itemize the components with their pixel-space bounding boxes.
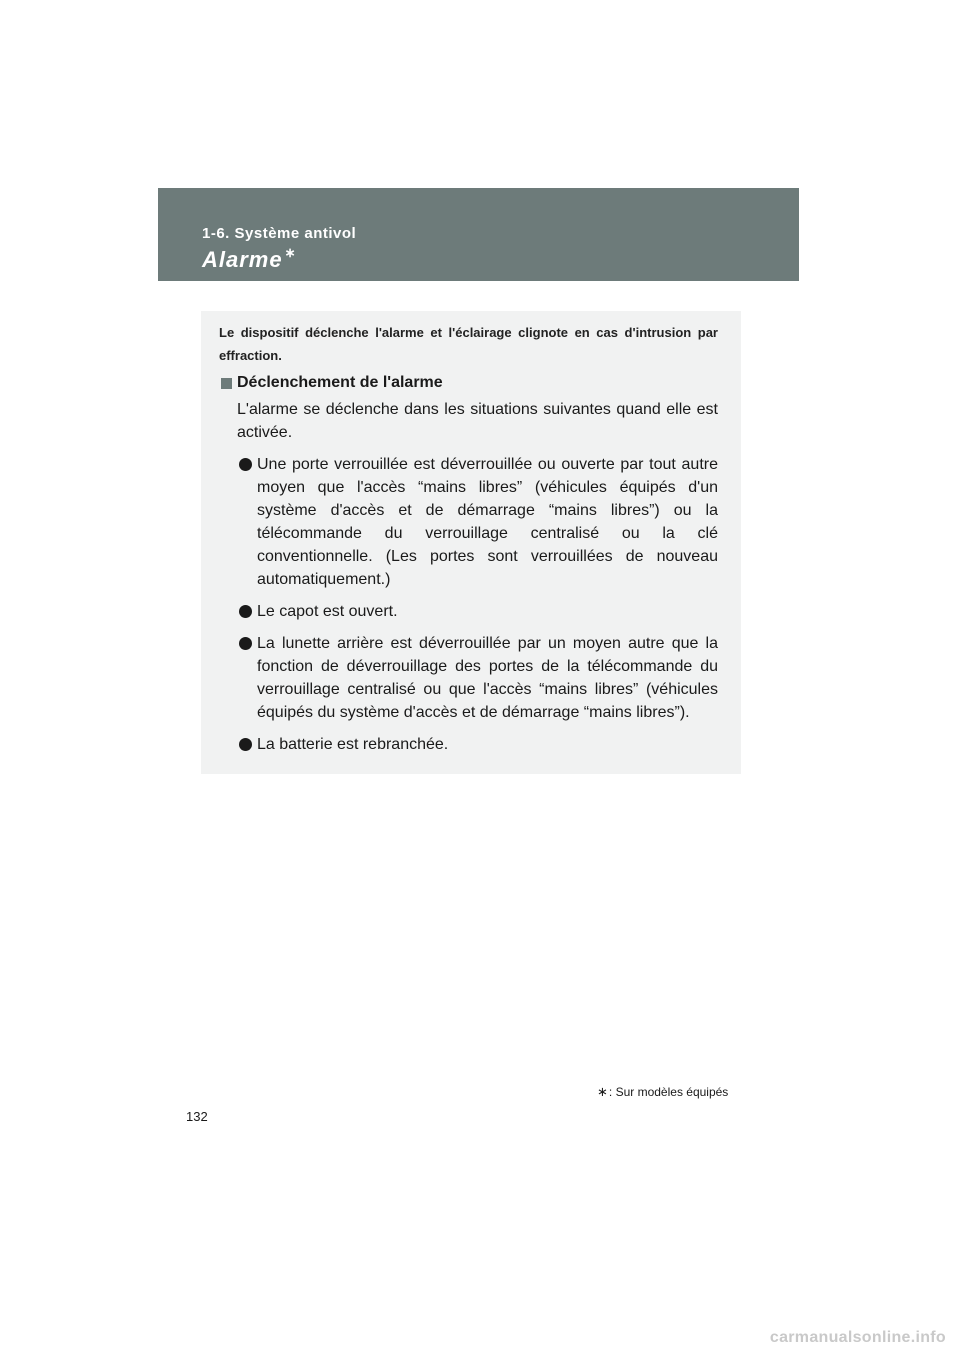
page-number: 132	[186, 1109, 208, 1124]
page-title-text: Alarme	[202, 247, 283, 272]
list-item-text: Le capot est ouvert.	[257, 603, 398, 620]
list-item	[237, 600, 718, 623]
list-item-text: La lunette arrière est déverrouillée par un moyen autre que la fonction de déverrouillage des portes de la télécommande du verrouillage centralisé ou que l'accès “mains libres” (véhicules équipés du système d'accès et de démarrage “mains libres”).	[257, 635, 718, 721]
page-title	[202, 247, 297, 273]
list-item	[237, 632, 718, 724]
section-header	[158, 188, 799, 281]
list-item-text: La batterie est rebranchée.	[257, 736, 449, 753]
watermark-text: carmanualsonline.info	[769, 1329, 946, 1346]
list-item	[237, 733, 718, 756]
square-bullet-icon	[221, 378, 232, 389]
list-item-text: Une porte verrouillée est déverrouillée ou ouverte par tout autre moyen que l'accès “mains libres” (véhicules équipés d'un système d'accès et de démarrage “mains libres”) ou la télécommande du verrouillage centralisé ou la clé conventionnelle. (Les portes sont verrouillées de nouveau automatiquement.)	[257, 456, 718, 588]
bullet-dot-icon	[239, 458, 252, 471]
footnote	[597, 1084, 728, 1100]
intro-text: Le dispositif déclenche l'alarme et l'éclairage clignote en cas d'intrusion par effraction.	[219, 325, 718, 363]
asterisk-icon: ∗	[284, 245, 297, 260]
bullet-dot-icon	[239, 605, 252, 618]
asterisk-icon: ∗	[597, 1084, 608, 1099]
bullet-list	[237, 453, 718, 765]
footnote-text: : Sur modèles équipés	[608, 1085, 729, 1099]
content-panel	[201, 311, 741, 774]
bullet-dot-icon	[239, 637, 252, 650]
lead-paragraph: L'alarme se déclenche dans les situations suivantes quand elle est activée.	[237, 401, 718, 441]
list-item	[237, 453, 718, 591]
sub-heading	[221, 374, 443, 392]
watermark	[626, 1320, 960, 1358]
bullet-dot-icon	[239, 738, 252, 751]
sub-heading-text: Déclenchement de l'alarme	[237, 374, 443, 391]
section-label: 1-6. Système antivol	[202, 225, 357, 242]
